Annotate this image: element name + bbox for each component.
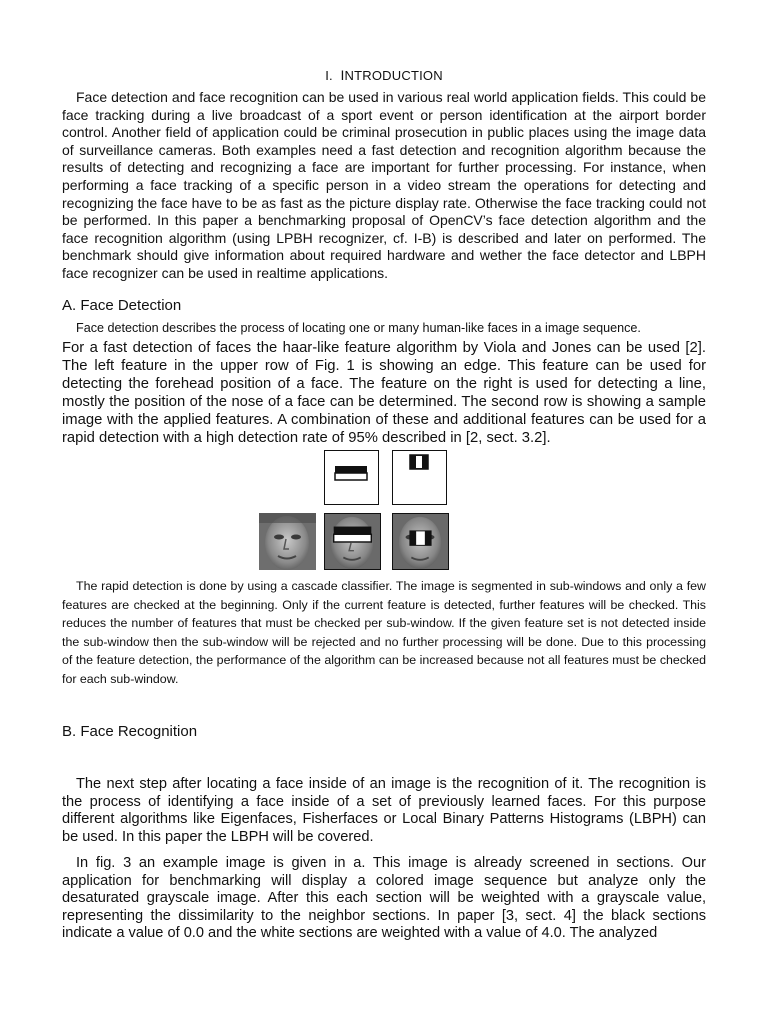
section-heading (0, 67, 768, 83)
section-title-initial: I (340, 67, 345, 83)
section-title-rest: NTRODUCTION (344, 68, 443, 83)
intro-paragraph: Face detection and face recognition can be used in various real world application fields. This could be face tracking during a live broadcast of a sport event or person identification at the airport border control. Another field of application could be criminal prosecution in public places using the image data of surveillance cameras. Both examples need a fast detection and recognition algorithm because the results of detecting and recognizing a face are important for further processing. For instance, when performing a face tracking of a specific person in a video stream the operations for detecting and recognizing the face have to be as fast as the picture display rate. Otherwise the face tracking could not be performed. In this paper a benchmarking proposal of OpenCV’s face detection algorithm and the face recognition algorithm (using LPBH recognizer, cf. I-B) is described and later on performed. The benchmark should give information about required hardware and wether the face detector and LBPH face recognizer can be used in realtime applications. (62, 89, 706, 281)
recognition-paragraph-2: In fig. 3 an example image is given in a. This image is already screened in sections. Our application for benchmarking will display a colored image sequence but analyze only the desaturated grayscale image. After this each section will be weighted with a grayscale value, representing the dissimilarity to the neighbor sections. In paper [3, sect. 4] the black sections indicate a value of 0.0 and the white sections are weighted with a value of 4.0. The analyzed (62, 855, 706, 942)
subsection-a-heading: A. Face Detection (62, 297, 182, 314)
face-detection-line: Face detection describes the process of locating one or many human-like faces in a image sequence. (76, 321, 641, 335)
face-with-line-feature (392, 513, 449, 570)
subsection-b-heading: B. Face Recognition (62, 723, 198, 740)
recognition-paragraph-1: The next step after locating a face inside of an image is the recognition of it. The recognition is the process of identifying a face inside of a set of previously learned faces. For this purpose different algorithms like Eigenfaces, Fisherfaces or Local Binary Patterns Histograms (LBPH) can be used. In this paper the LBPH will be covered. (62, 776, 706, 845)
edge-feature-image (324, 450, 379, 505)
face-with-edge-feature (324, 513, 381, 570)
line-feature-image (392, 450, 447, 505)
section-numeral: I. (325, 68, 333, 83)
face-sample-photo (259, 513, 316, 570)
cascade-paragraph: The rapid detection is done by using a cascade classifier. The image is segmented in sub-windows and only a few features are checked at the beginning. Only if the current feature is detected, further features will be checked. This reduces the number of features that must be checked per sub-window. If the given feature set is not detected inside the sub-window then the sub-window will be rejected and no further processing will be done. Due to this processing of the feature detection, the performance of the algorithm can be increased because not all features must be checked for each sub-window. (62, 579, 706, 686)
face-detection-paragraph: For a fast detection of faces the haar-like feature algorithm by Viola and Jones can be used [2]. The left feature in the upper row of Fig. 1 is showing an edge. This feature can be used for detecting the forehead position of a face. The feature on the right is used for detecting a line, mostly the position of the nose of a face can be determined. The second row is showing a sample image with the applied features. A combination of these and additional features can be used for a rapid detection with a high detection rate of 95% described in [2, sect. 3.2]. (62, 340, 706, 446)
